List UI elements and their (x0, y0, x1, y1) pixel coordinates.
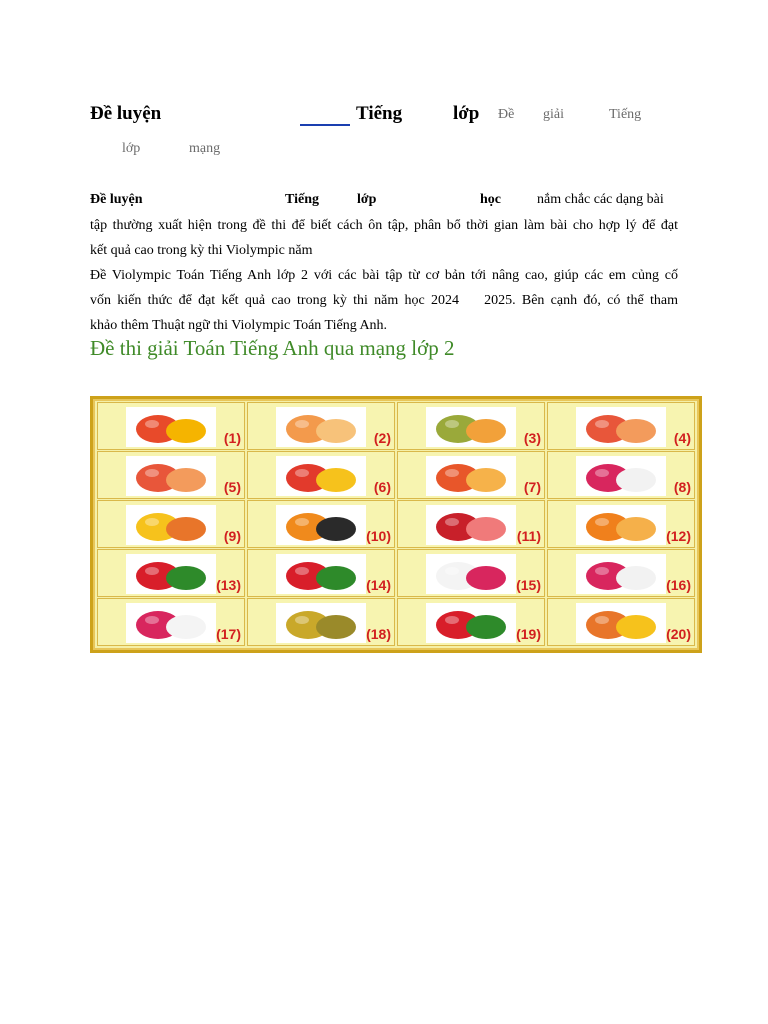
peaches-icon (576, 407, 666, 447)
dragon-fruit-icon (576, 456, 666, 496)
dragon-fruit-slices-icon (426, 554, 516, 594)
fruit-number-label: (18) (366, 626, 391, 642)
section-heading: Đề thi giải Toán Tiếng Anh qua mạng lớp 2 (90, 336, 455, 360)
peach-half-icon (426, 456, 516, 496)
peaches-icon (126, 456, 216, 496)
meta-word: mạng (189, 141, 221, 156)
intro-bold-word: Đề luyện (90, 192, 143, 207)
fruit-cell (97, 598, 245, 646)
peach-slices-icon (276, 407, 366, 447)
intro-line-3: kết quả cao trong kỳ thi Violympic năm (90, 243, 313, 258)
doc-title-part-3: lớp (453, 103, 480, 124)
fruit-number-label: (20) (666, 626, 691, 642)
intro-bold-word: lớp (357, 192, 377, 207)
fruit-cell (97, 451, 245, 499)
meta-word: Tiếng (609, 107, 642, 122)
fruit-cell (247, 402, 395, 450)
intro-text: nắm chắc các dạng bài (537, 192, 664, 207)
fruit-cell (547, 598, 695, 646)
para-line-3: khảo thêm Thuật ngữ thi Violympic Toán Tiếng Anh. (90, 318, 388, 333)
intro-line-2: tập thường xuất hiện trong đề thi để biết cách ôn tập, phân bổ thời gian làm bài cho hợp lý để đạt (90, 218, 678, 233)
papaya-slices-icon (276, 505, 366, 545)
meta-word: Đề (498, 107, 515, 122)
mango-slices-icon (126, 505, 216, 545)
fruit-cell (247, 549, 395, 597)
fruit-cell (247, 500, 395, 548)
fruit-number-label: (5) (223, 479, 241, 495)
fruit-cell (547, 451, 695, 499)
pears-icon (276, 603, 366, 643)
fruit-number-label: (4) (673, 430, 691, 446)
fruit-cell (547, 402, 695, 450)
fruit-cell (247, 598, 395, 646)
fruit-cell (547, 500, 695, 548)
strawberries-icon (126, 554, 216, 594)
fruit-cell (397, 451, 545, 499)
fruit-number-label: (9) (223, 528, 241, 544)
fruit-grid (90, 396, 702, 653)
meta-word: lớp (122, 141, 141, 156)
para-line-2: vốn kiến thức để đạt kết quả cao trong kỳ thi năm học 2024 2025. Bên cạnh đó, có thể tham (90, 293, 678, 308)
fruit-cell (547, 549, 695, 597)
fruit-cell (397, 402, 545, 450)
fruit-number-label: (3) (523, 430, 541, 446)
fruit-cell (397, 598, 545, 646)
fruit-cell (397, 500, 545, 548)
strawberry-icon (276, 554, 366, 594)
fruit-number-label: (8) (673, 479, 691, 495)
title-blank-link[interactable] (300, 124, 350, 126)
papaya-halves-icon (576, 505, 666, 545)
papaya-icon (426, 407, 516, 447)
mango-cubes-icon (576, 603, 666, 643)
mango-icon (276, 456, 366, 496)
fruit-number-label: (15) (516, 577, 541, 593)
dragon-fruit-halves-icon (126, 603, 216, 643)
doc-title-part-1: Đề luyện (90, 103, 162, 124)
fruit-number-label: (11) (516, 528, 541, 544)
dragon-fruit-icon (576, 554, 666, 594)
fruit-number-label: (16) (666, 577, 691, 593)
fruit-number-label: (2) (373, 430, 391, 446)
strawberry-half-icon (426, 505, 516, 545)
fruit-number-label: (12) (666, 528, 691, 544)
fruit-number-label: (19) (516, 626, 541, 642)
fruit-number-label: (1) (223, 430, 241, 446)
fruit-cell (397, 549, 545, 597)
fruit-cell (247, 451, 395, 499)
para-line-1: Đề Violympic Toán Tiếng Anh lớp 2 với các bài tập từ cơ bản tới nâng cao, giúp các em củng cố (90, 268, 678, 283)
fruit-number-label: (6) (373, 479, 391, 495)
fruit-number-label: (13) (216, 577, 241, 593)
strawberries-icon (426, 603, 516, 643)
intro-bold-word: Tiếng (285, 192, 319, 207)
fruit-number-label: (14) (366, 577, 391, 593)
fruit-number-label: (17) (216, 626, 241, 642)
doc-title-part-2: Tiếng (356, 103, 403, 124)
fruit-number-label: (7) (523, 479, 541, 495)
intro-bold-word: học (480, 192, 501, 207)
fruit-cell (97, 500, 245, 548)
fruit-cell (97, 402, 245, 450)
fruit-cell (97, 549, 245, 597)
meta-word: giải (543, 107, 564, 122)
fruit-number-label: (10) (366, 528, 391, 544)
mango-peach-icon (126, 407, 216, 447)
